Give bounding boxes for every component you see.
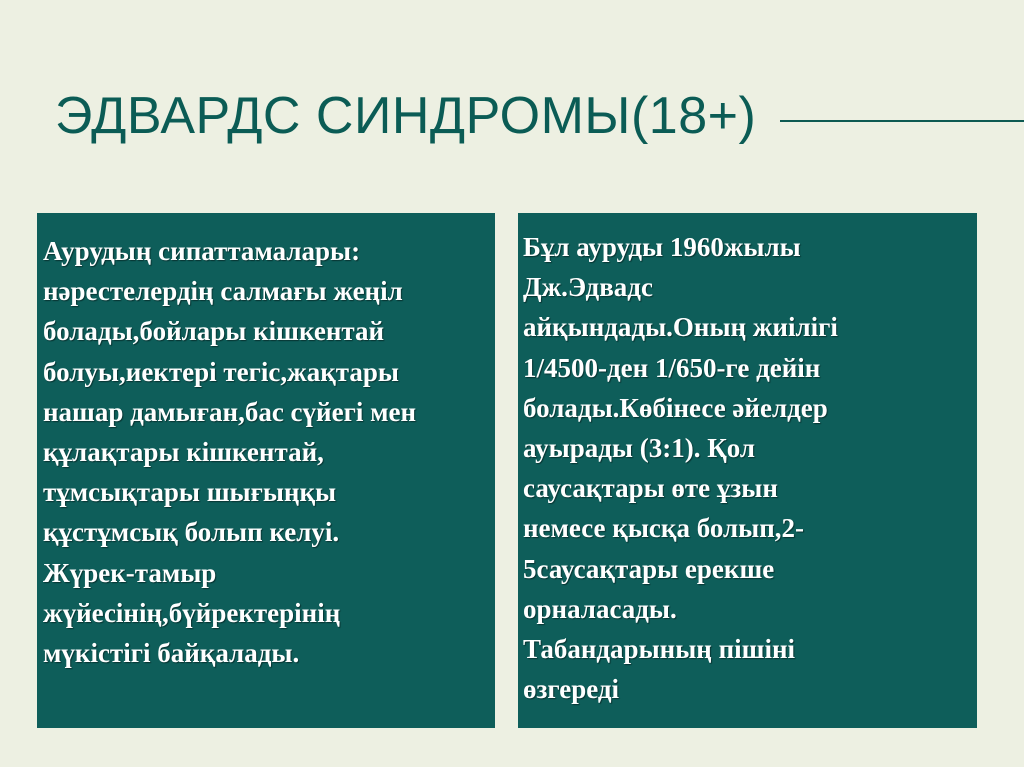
slide-title: ЭДВАРДС СИНДРОМЫ(18+): [55, 87, 757, 145]
history-panel: [518, 213, 977, 728]
title-underline: [780, 120, 1024, 122]
history-text: Бұл ауруды 1960жылы Дж.Эдвадс айқындады.Оның жиілігі 1/4500-ден 1/650-ге дейін болады.Көбінесе әйелдер ауырады (3:1). Қол саусақтары өте ұзын немесе қысқа болып,2- 5саусақтары ерекше орналасады. Табандарының пішіні өзгереді: [523, 232, 838, 705]
characteristics-text: Аурудың сипаттамалары: нәрестелердің салмағы жеңіл болады,бойлары кішкентай болуы,иектері тегіс,жақтары нашар дамыған,бас сүйегі мен құлақтары кішкентай, тұмсықтары шығыңқы құстұмсық болып келуі. Жүрек-тамыр жүйесінің,бүйректерінің мүкістігі байқалады.: [43, 236, 417, 669]
characteristics-panel: [37, 213, 495, 728]
